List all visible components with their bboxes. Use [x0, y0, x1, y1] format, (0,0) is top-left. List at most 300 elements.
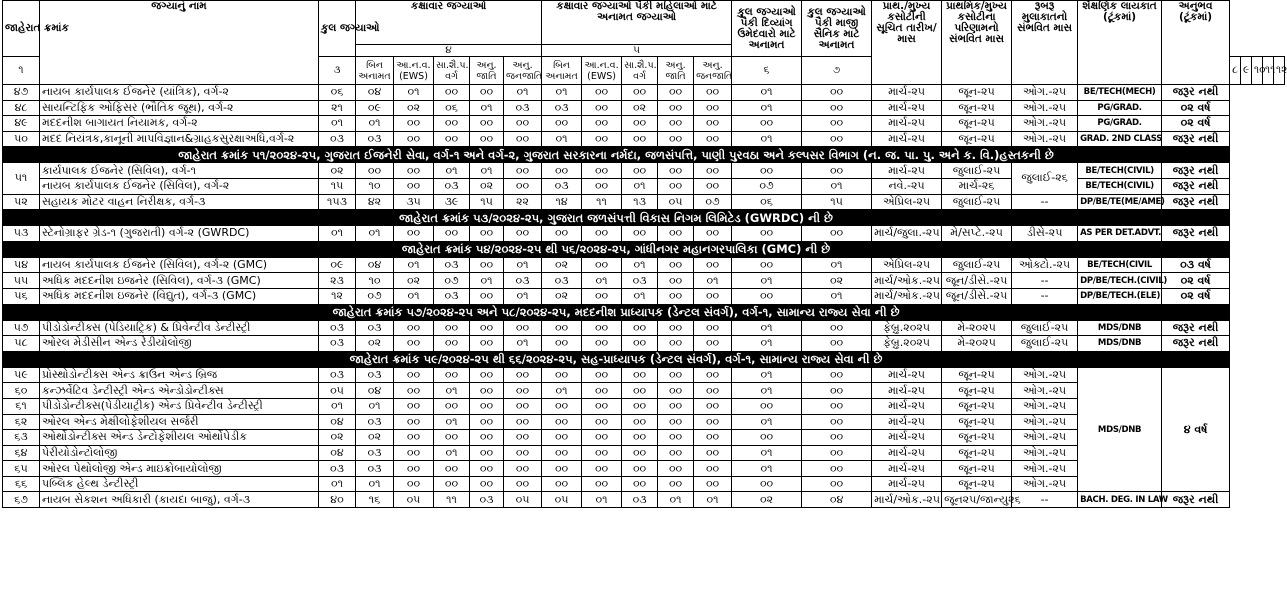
disabled-count: ૦૦ [732, 163, 802, 179]
category-count: ૦૪ [356, 383, 394, 399]
category-count: ૦૦ [504, 320, 542, 336]
women-count: ૦૦ [658, 398, 694, 414]
women-count: ૦૦ [582, 288, 622, 304]
total-posts: ૦૩ [319, 320, 356, 336]
post-name: મદદ નિયંત્રક,કાનૂની માપવિજ્ઞાન&ગ્રાહકસુરક્ષાઅધિ,વર્ગ-૨ [40, 131, 319, 147]
post-name: પ્રોસ્થોડોન્ટીક્સ એન્ડ ક્રાઉન એન્ડ બ્રિજ [40, 367, 319, 383]
experience: જરૂર નથી [1162, 178, 1230, 194]
category-count: ૩૫ [394, 194, 434, 210]
result-month: જૂન-૨૫ [942, 445, 1012, 461]
category-count: ૦૦ [504, 398, 542, 414]
women-count: ૦૦ [582, 461, 622, 477]
post-name: ઓરલ પેથોલોજી એન્ડ માઇક્રોબાયોલોજી [40, 461, 319, 477]
experience: જરૂર નથી [1162, 85, 1230, 101]
women-count: ૦૦ [542, 163, 582, 179]
category-count: ૦૦ [470, 430, 504, 446]
category-count: ૦૧ [504, 336, 542, 352]
disabled-count: ૦૧ [732, 336, 802, 352]
category-count: ૦૦ [434, 226, 470, 242]
category-count: ૦૦ [504, 226, 542, 242]
result-month: જૂન-૨૫ [942, 131, 1012, 147]
ex-servicemen-count: ૦૦ [802, 100, 872, 116]
women-count: ૦૦ [658, 257, 694, 273]
col-number: ૭ [802, 57, 872, 85]
disabled-count: ૦૦ [732, 398, 802, 414]
qualification: DP/BE/TECH.(CIVIL) [1078, 273, 1162, 289]
women-count: ૦૦ [658, 367, 694, 383]
category-count: ૦૧ [470, 163, 504, 179]
category-count: ૦૧ [504, 288, 542, 304]
exam-month: માર્ચ/જુલા.-૨૫ [872, 226, 942, 242]
col-category-posts: કક્ષાવાર જગ્યાઓ [356, 1, 542, 45]
women-count: ૦૦ [658, 100, 694, 116]
advt-no: ૫૫ [3, 273, 40, 289]
post-name: સહાયક મોટર વાહન નિરીક્ષક, વર્ગ-૩ [40, 194, 319, 210]
category-count: ૦૭ [356, 288, 394, 304]
women-count: ૦૦ [622, 226, 658, 242]
category-count: ૦૧ [504, 85, 542, 101]
col-post-name: જગ્યાનું નામ [40, 1, 319, 85]
advt-no: ૬૧ [3, 398, 40, 414]
col-experience: અનુભવ (ટૂંકમાં) [1162, 1, 1230, 85]
women-count: ૦૦ [622, 320, 658, 336]
interview-month: ઓગ.-૨૫ [1012, 100, 1078, 116]
exam-month: માર્ચ-૨૫ [872, 116, 942, 132]
category-header: આ.ન.વ. (EWS) [394, 57, 434, 85]
women-count: ૦૩ [622, 492, 658, 508]
women-count: ૧૪ [542, 194, 582, 210]
women-count: ૦૦ [542, 414, 582, 430]
disabled-count: ૦૦ [732, 288, 802, 304]
category-count: ૦૦ [470, 320, 504, 336]
experience: ૦૨ વર્ષ [1162, 288, 1230, 304]
col-result-month: પ્રાથમિક/મુખ્ય કસોટીના પરિણામનો સંભવિત માસ [942, 1, 1012, 85]
experience: જરૂર નથી [1162, 320, 1230, 336]
category-count: ૦૨ [356, 430, 394, 446]
ex-servicemen-count: ૦૦ [802, 226, 872, 242]
exam-month: માર્ચ-૨૫ [872, 430, 942, 446]
qualification: BE/TECH(CIVIL) [1078, 178, 1162, 194]
result-month: જૂન-૨૫ [942, 100, 1012, 116]
exam-month: માર્ચ/ઓક.-૨૫ [872, 492, 942, 508]
advt-no: ૪૯ [3, 116, 40, 132]
women-count: ૦૦ [694, 414, 732, 430]
women-count: ૦૦ [622, 476, 658, 492]
qualification: PG/GRAD. [1078, 116, 1162, 132]
col-exam-date: પ્રાથ./મુખ્ય કસોટીની સૂચિત તારીખ/માસ [872, 1, 942, 85]
category-count: ૧૬ [356, 492, 394, 508]
category-count: ૦૦ [394, 320, 434, 336]
women-count: ૦૨ [542, 288, 582, 304]
category-count: ૦૩ [434, 178, 470, 194]
post-name: નાયબ કાર્યપાલક ઈજનેર (સિવિલ), વર્ગ-૨ [40, 178, 319, 194]
total-posts: ૦૧ [319, 226, 356, 242]
category-count: ૦૧ [356, 226, 394, 242]
category-count: ૦૦ [470, 85, 504, 101]
col-advt-no: જાહેરાત ક્રમાંક [3, 1, 40, 57]
post-name: પબ્લિક હેલ્થ ડેન્ટીસ્ટ્રી [40, 476, 319, 492]
women-count: ૦૦ [542, 226, 582, 242]
women-count: ૦૦ [582, 85, 622, 101]
post-name: નાયબ સેકશન અધિકારી (કાયદા બાજુ), વર્ગ-૩ [40, 492, 319, 508]
category-count: ૨૨ [504, 194, 542, 210]
advt-no: ૬૭ [3, 492, 40, 508]
disabled-count: ૦૦ [732, 257, 802, 273]
section-title: જાહેરાત ક્રમાંક ૫૧/૨૦૨૪-૨૫, ગુજરાત ઈજનેરી સેવા, વર્ગ-૧ અને વર્ગ-૨, ગુજરાત સરકારના નર્મદા, જળસંપત્તિ, પાણી પુરવઠા અને કલ્પસર વિભાગ (ન. જ. પા. પુ. અને ક. વિ.)હસ્તકની છે [3, 147, 1230, 163]
women-count: ૦૦ [542, 476, 582, 492]
women-count: ૦૦ [622, 163, 658, 179]
result-month: મે/સપ્ટે.-૨૫ [942, 226, 1012, 242]
interview-month: ઓગ.-૨૫ [1012, 367, 1078, 383]
category-header: સા.શૈ.પ. વર્ગ [622, 57, 658, 85]
category-count: ૦૦ [504, 131, 542, 147]
advt-no: ૬૫ [3, 461, 40, 477]
category-count: ૦૩ [470, 492, 504, 508]
women-count: ૦૦ [694, 336, 732, 352]
category-count: ૦૧ [356, 116, 394, 132]
women-count: ૦૦ [622, 445, 658, 461]
total-posts: ૦૯ [319, 257, 356, 273]
women-count: ૦૦ [622, 131, 658, 147]
women-count: ૦૦ [622, 398, 658, 414]
ex-servicemen-count: ૦૦ [802, 85, 872, 101]
women-count: ૦૦ [694, 116, 732, 132]
category-count: ૦૦ [394, 336, 434, 352]
women-count: ૦૦ [542, 430, 582, 446]
category-count: ૦૦ [504, 414, 542, 430]
women-count: ૦૦ [582, 226, 622, 242]
table-row [3, 116, 1285, 132]
category-count: ૦૧ [394, 257, 434, 273]
category-count: ૦૩ [356, 445, 394, 461]
total-posts: ૧૨ [319, 288, 356, 304]
advt-no: ૫૩ [3, 226, 40, 242]
post-name: અધિક મદદનીશ ઇજનેર (સિવિલ), વર્ગ-૩ (GMC) [40, 273, 319, 289]
section-header-row [3, 210, 1285, 226]
category-count: ૦૧ [470, 100, 504, 116]
category-count: ૦૦ [434, 476, 470, 492]
category-count: ૦૪ [356, 85, 394, 101]
interview-month: -- [1012, 492, 1078, 508]
women-count: ૦૦ [582, 476, 622, 492]
post-name: નાયબ કાર્યપાલક ઈજનેર (સિવિલ), વર્ગ-૨ (GMC) [40, 257, 319, 273]
ex-servicemen-count: ૦૦ [802, 367, 872, 383]
category-count: ૦૩ [356, 414, 394, 430]
category-count: ૦૭ [434, 273, 470, 289]
women-count: ૦૦ [622, 414, 658, 430]
result-month: જૂન-૨૫ [942, 383, 1012, 399]
col-number-1: ૧ [3, 57, 40, 85]
col-number: ૧૧ [1263, 57, 1274, 85]
interview-month: ઓક્ટો.-૨૫ [1012, 257, 1078, 273]
ex-servicemen-count: ૦૦ [802, 336, 872, 352]
qualification: MDS/DNB [1078, 320, 1162, 336]
category-count: ૦૦ [356, 163, 394, 179]
women-count: ૦૦ [622, 430, 658, 446]
category-count: ૦૦ [434, 320, 470, 336]
category-count: ૦૦ [470, 288, 504, 304]
exam-month: માર્ચ-૨૫ [872, 85, 942, 101]
women-count: ૦૦ [542, 398, 582, 414]
experience: ૦૩ વર્ષ [1162, 257, 1230, 273]
table-header [3, 1, 1285, 85]
category-count: ૦૦ [470, 116, 504, 132]
women-count: ૦૦ [694, 257, 732, 273]
category-count: ૦૧ [394, 85, 434, 101]
exam-month: માર્ચ/ઓક.-૨૫ [872, 273, 942, 289]
women-count: ૦૦ [582, 336, 622, 352]
category-header: અનુ. જાતિ [470, 57, 504, 85]
ex-servicemen-count: ૦૦ [802, 445, 872, 461]
post-name: અધિક મદદનીશ ઇજનેર (વિદ્યુત), વર્ગ-૩ (GMC) [40, 288, 319, 304]
table-row [3, 288, 1285, 304]
interview-month: ઓગ.-૨૫ [1012, 414, 1078, 430]
advt-no: ૬૬ [3, 476, 40, 492]
total-posts: ૦૩ [319, 336, 356, 352]
category-count: ૦૦ [504, 178, 542, 194]
post-name: સાયન્ટિફિક ઓફિસર (ભૌતિક જૂથ), વર્ગ-૨ [40, 100, 319, 116]
women-count: ૦૦ [694, 398, 732, 414]
advt-no: ૬૪ [3, 445, 40, 461]
women-count: ૦૦ [658, 445, 694, 461]
disabled-count: ૦૦ [732, 476, 802, 492]
ex-servicemen-count: ૦૧ [802, 288, 872, 304]
disabled-count: ૦૭ [732, 178, 802, 194]
post-name: ઓરલ મેડીસીન એન્ડ રેડીયોલોજી [40, 336, 319, 352]
category-count: ૦૦ [504, 383, 542, 399]
category-count: ૧૦ [356, 178, 394, 194]
advt-no: ૫૪ [3, 257, 40, 273]
category-count: ૦૧ [434, 383, 470, 399]
interview-month: જુલાઈ-૨૫ [1012, 336, 1078, 352]
table-row [3, 131, 1285, 147]
table-row [3, 273, 1285, 289]
category-count: ૦૦ [394, 116, 434, 132]
women-count: ૦૦ [694, 367, 732, 383]
category-header: અનુ. જાતિ [658, 57, 694, 85]
category-count: ૦૦ [434, 116, 470, 132]
advt-no: ૬૦ [3, 383, 40, 399]
disabled-count: ૦૧ [732, 100, 802, 116]
women-count: ૦૧ [582, 273, 622, 289]
disabled-count: ૦૦ [732, 430, 802, 446]
qualification: BE/TECH(MECH) [1078, 85, 1162, 101]
category-header: સા.શૈ.પ. વર્ગ [434, 57, 470, 85]
category-count: ૦૧ [470, 273, 504, 289]
table-row [3, 85, 1285, 101]
section-title: જાહેરાત ક્રમાંક ૫૩/૨૦૨૪-૨૫, ગુજરાત જળસંપત્તી વિકાસ નિગમ લિમિટેડ (GWRDC) ની છે [3, 210, 1230, 226]
category-count: ૦૫ [504, 492, 542, 508]
result-month: જૂન-૨૫ [942, 461, 1012, 477]
category-count: ૦૦ [394, 226, 434, 242]
women-count: ૦૦ [658, 85, 694, 101]
ex-servicemen-count: ૦૦ [802, 398, 872, 414]
section-header-row [3, 351, 1285, 367]
table-row [3, 257, 1285, 273]
exam-month: ફેબ્રુ.૨૦૨૫ [872, 336, 942, 352]
women-count: ૦૦ [694, 476, 732, 492]
experience: ૦૨ વર્ષ [1162, 100, 1230, 116]
women-count: ૦૦ [658, 273, 694, 289]
category-count: ૦૧ [356, 476, 394, 492]
category-count: ૦૩ [356, 367, 394, 383]
category-header: બિન અનામત [542, 57, 582, 85]
category-count: ૦૦ [504, 461, 542, 477]
col-qualification: શૈક્ષણિક લાયકાત (ટૂંકમાં) [1078, 1, 1162, 85]
qualification: DP/BE/TECH.(ELE) [1078, 288, 1162, 304]
category-count: ૦૦ [470, 226, 504, 242]
advt-no: ૫૭ [3, 320, 40, 336]
category-count: ૦૦ [394, 476, 434, 492]
col-number: ૯ [1241, 57, 1252, 85]
category-count: ૦૨ [394, 273, 434, 289]
table-row [3, 336, 1285, 352]
women-count: ૦૦ [622, 461, 658, 477]
category-count: ૦૦ [470, 398, 504, 414]
category-count: ૦૧ [434, 163, 470, 179]
table-row [3, 100, 1285, 116]
result-month: જુલાઈ-૨૫ [942, 194, 1012, 210]
total-posts: ૨૧ [319, 100, 356, 116]
exam-month: માર્ચ-૨૫ [872, 367, 942, 383]
result-month: જૂન-૨૫ [942, 85, 1012, 101]
exam-month: માર્ચ-૨૫ [872, 383, 942, 399]
category-count: ૦૦ [504, 476, 542, 492]
women-count: ૧૧ [582, 194, 622, 210]
category-header: બિન અનામત [356, 57, 394, 85]
advt-no: ૫૨ [3, 194, 40, 210]
disabled-count: ૦૧ [732, 414, 802, 430]
exam-month: માર્ચ-૨૫ [872, 445, 942, 461]
ex-servicemen-count: ૧૫ [802, 194, 872, 210]
experience: જરૂર નથી [1162, 163, 1230, 179]
total-posts: ૦૩ [319, 367, 356, 383]
women-count: ૦૦ [658, 430, 694, 446]
women-count: ૦૧ [622, 288, 658, 304]
col-number-4: ૪ [356, 45, 542, 57]
category-count: ૦૦ [504, 430, 542, 446]
category-count: ૦૦ [434, 461, 470, 477]
category-count: ૦૧ [394, 288, 434, 304]
category-header: અનુ. જનજાતિ [504, 57, 542, 85]
women-count: ૦૫ [542, 492, 582, 508]
women-count: ૦૦ [542, 336, 582, 352]
category-count: ૦૦ [470, 414, 504, 430]
category-count: ૦૦ [504, 163, 542, 179]
qualification: MDS/DNB [1078, 367, 1162, 492]
col-number-5: ૫ [542, 45, 732, 57]
interview-month: ઓગ.-૨૫ [1012, 116, 1078, 132]
interview-month: ઓગ.-૨૫ [1012, 85, 1078, 101]
section-header-row [3, 147, 1285, 163]
women-count: ૦૦ [542, 116, 582, 132]
category-count: ૦૦ [470, 383, 504, 399]
category-count: ૩૯ [434, 194, 470, 210]
women-count: ૦૦ [694, 445, 732, 461]
result-month: જૂન/ડીસે.-૨૫ [942, 288, 1012, 304]
ex-servicemen-count: ૦૦ [802, 320, 872, 336]
women-count: ૦૦ [542, 461, 582, 477]
result-month: માર્ચ-૨૬ [942, 178, 1012, 194]
category-count: ૧૧ [434, 492, 470, 508]
category-count: ૦૩ [434, 257, 470, 273]
table-row [3, 194, 1285, 210]
category-count: ૦૦ [434, 367, 470, 383]
category-count: ૦૦ [394, 414, 434, 430]
total-posts: ૨૩ [319, 273, 356, 289]
category-count: ૦૦ [394, 383, 434, 399]
category-count: ૦૩ [504, 273, 542, 289]
experience: ૦૨ વર્ષ [1162, 273, 1230, 289]
women-count: ૦૦ [694, 100, 732, 116]
ex-servicemen-count: ૦૦ [802, 383, 872, 399]
result-month: મે-૨૦૨૫ [942, 336, 1012, 352]
ex-servicemen-count: ૦૦ [802, 430, 872, 446]
category-count: ૦૩ [356, 131, 394, 147]
experience: જરૂર નથી [1162, 131, 1230, 147]
women-count: ૦૦ [658, 131, 694, 147]
category-count: ૦૦ [434, 398, 470, 414]
total-posts: ૦૧ [319, 116, 356, 132]
ex-servicemen-count: ૦૧ [802, 178, 872, 194]
women-count: ૦૧ [658, 492, 694, 508]
disabled-count: ૦૨ [732, 492, 802, 508]
interview-month: જુલાઈ-૨૬ [1012, 163, 1078, 194]
interview-month: ઓગ.-૨૫ [1012, 398, 1078, 414]
exam-month: માર્ચ-૨૫ [872, 163, 942, 179]
interview-month: ઓગ.-૨૫ [1012, 383, 1078, 399]
disabled-count: ૦૧ [732, 461, 802, 477]
category-count: ૦૦ [394, 131, 434, 147]
advt-no: ૬૩ [3, 430, 40, 446]
women-count: ૦૦ [694, 320, 732, 336]
interview-month: ઓગ.-૨૫ [1012, 476, 1078, 492]
table-row [3, 178, 1285, 194]
total-posts: ૦૨ [319, 163, 356, 179]
women-count: ૦૩ [542, 100, 582, 116]
col-number: ૧૦ [1252, 57, 1263, 85]
category-count: ૦૦ [470, 445, 504, 461]
result-month: જૂન-૨૫ [942, 414, 1012, 430]
women-count: ૦૧ [582, 492, 622, 508]
women-count: ૦૦ [582, 100, 622, 116]
women-count: ૦૩ [622, 273, 658, 289]
exam-month: માર્ચ-૨૫ [872, 100, 942, 116]
qualification: MDS/DNB [1078, 336, 1162, 352]
women-count: ૦૦ [658, 288, 694, 304]
category-count: ૦૩ [356, 461, 394, 477]
category-count: ૦૩ [356, 320, 394, 336]
disabled-count: ૦૧ [732, 320, 802, 336]
women-count: ૦૦ [542, 320, 582, 336]
women-count: ૦૦ [582, 398, 622, 414]
category-count: ૦૦ [470, 367, 504, 383]
women-count: ૦૭ [694, 194, 732, 210]
ex-servicemen-count: ૦૦ [802, 461, 872, 477]
category-count: ૦૦ [394, 178, 434, 194]
ex-servicemen-count: ૦૦ [802, 116, 872, 132]
category-count: ૧૫ [470, 194, 504, 210]
ex-servicemen-count: ૦૦ [802, 131, 872, 147]
disabled-count: ૦૧ [732, 273, 802, 289]
women-count: ૦૦ [658, 476, 694, 492]
women-count: ૦૦ [582, 367, 622, 383]
women-count: ૦૦ [694, 461, 732, 477]
total-posts: ૧૫૩ [319, 194, 356, 210]
result-month: જૂન-૨૫ [942, 430, 1012, 446]
col-disabled: કુલ જગ્યાઓ પૈકી દિવ્યાંગ ઉમેદવારો માટે અનામત [732, 1, 802, 57]
ex-servicemen-count: ૦૦ [802, 163, 872, 179]
